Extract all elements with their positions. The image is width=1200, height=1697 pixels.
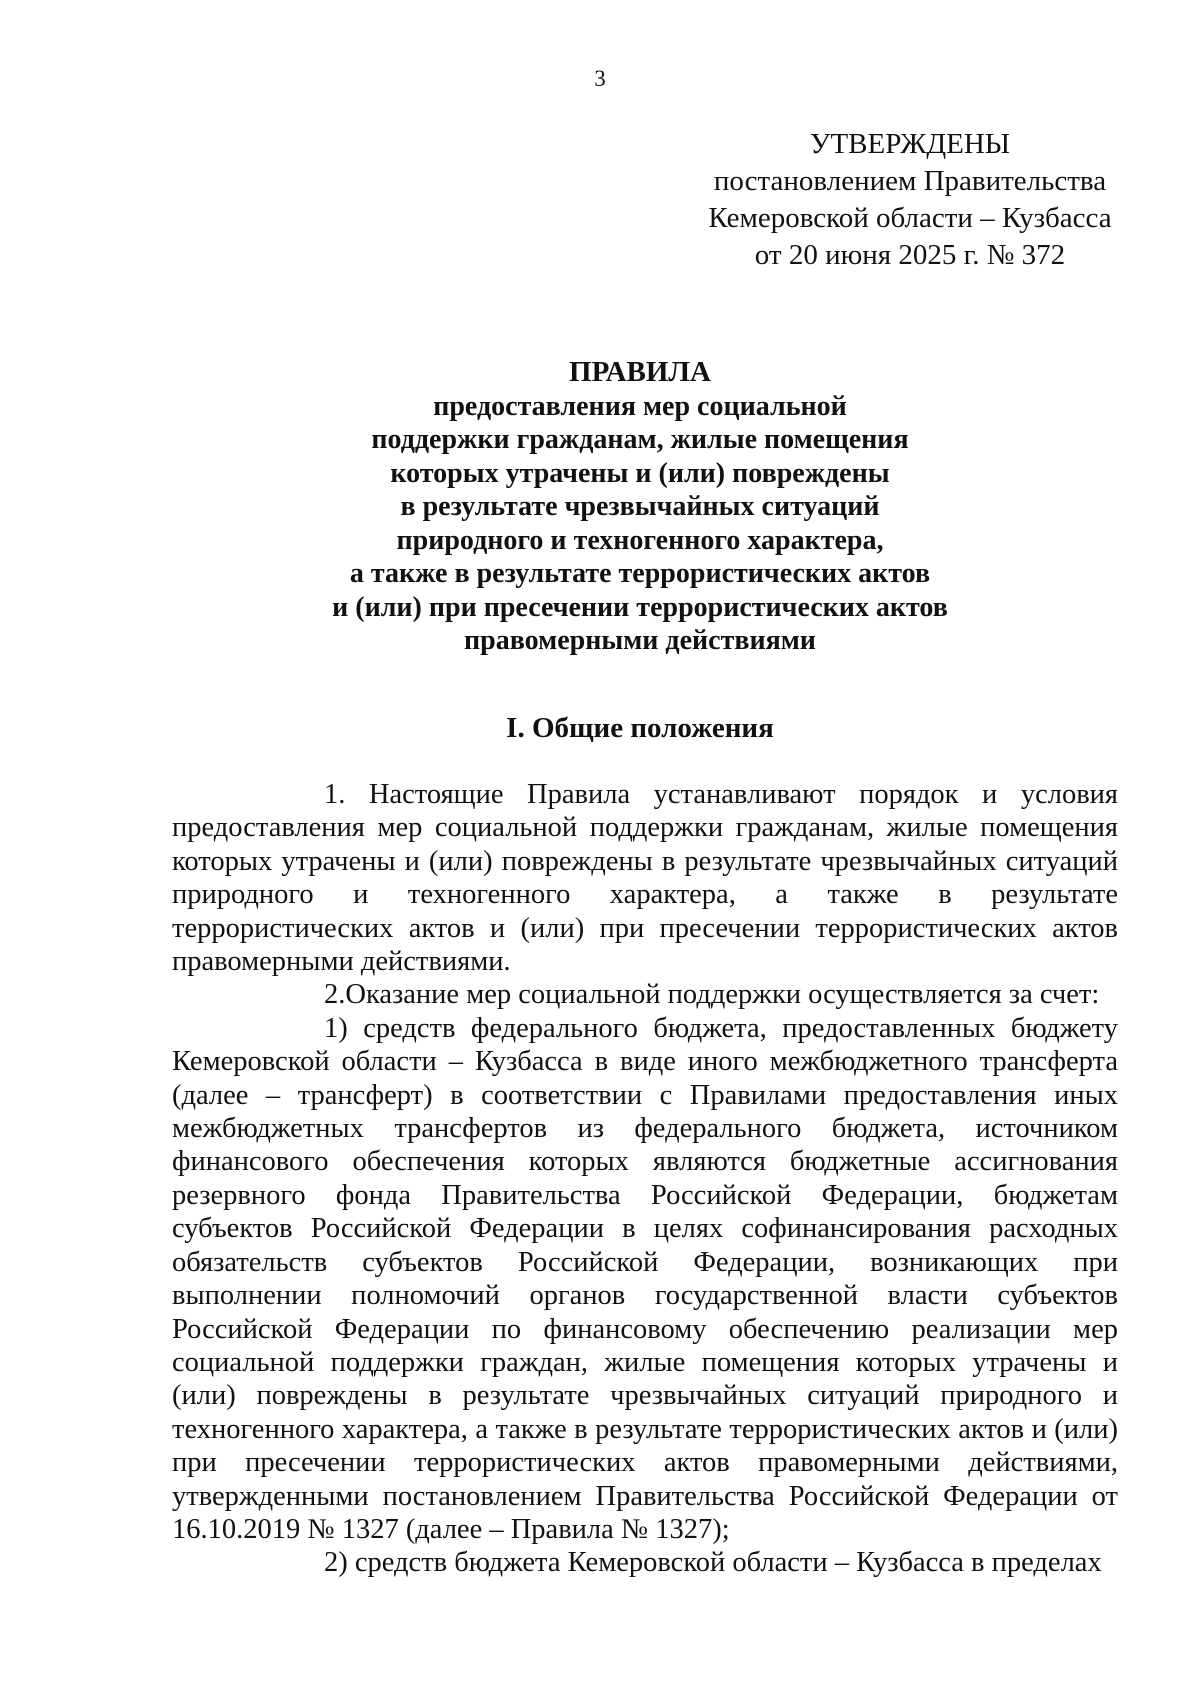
body-text xyxy=(172,778,1118,1580)
paragraph xyxy=(172,1546,1118,1579)
document-title xyxy=(170,356,1110,658)
paragraph-number: 2. xyxy=(324,979,346,1011)
paragraph-text: Настоящие Правила устанавливают порядок и условия предоставления мер социальной поддержки гражданам, жилые помещения которых утрачены и (или) повреждены в результате чрезвычайных ситуаций природного и техногенного характера, а также в результате террористических актов и (или) при пресечении террористических актов правомерными действиями. xyxy=(172,779,1119,978)
page-number: 3 xyxy=(594,66,606,91)
title-line: предоставления мер социальной xyxy=(433,390,847,422)
paragraph-number: 1) xyxy=(324,1012,348,1044)
paragraph xyxy=(172,978,1118,1011)
paragraph-number: 2) xyxy=(324,1547,348,1579)
title-line: правомерными действиями xyxy=(464,625,816,656)
paragraph xyxy=(172,778,1118,978)
paragraph-text: Оказание мер социальной поддержки осуществляется за счет: xyxy=(345,979,1100,1011)
title-line: которых утрачены и (или) повреждены xyxy=(390,457,890,489)
approval-stamp xyxy=(680,126,1140,274)
paragraph xyxy=(172,1012,1118,1547)
paragraph-text: средств бюджета Кемеровской области – Кузбасса в пределах xyxy=(354,1547,1102,1579)
title-line: поддержки гражданам, жилые помещения xyxy=(371,424,909,455)
paragraph-number: 1. xyxy=(324,779,346,810)
approval-line: Кемеровской области – Кузбасса xyxy=(708,202,1112,234)
approval-line: УТВЕРЖДЕНЫ xyxy=(809,128,1011,160)
title-line: природного и техногенного характера, xyxy=(396,524,884,556)
paragraph-text: средств федерального бюджета, предоставленных бюджету Кемеровской области – Кузбасса в виде иного межбюджетного трансферта (далее – трансферт) в соответствии с Правилами предоставления иных межбюджетных трансфертов из федерального бюджета, источником финансового обеспечения которых являются бюджетные ассигнования резервного фонда Правительства Российской Федерации, бюджетам субъектов Российской Федерации в целях софинансирования расходных обязательств субъектов Российской Федерации, возникающих при выполнении полномочий органов государственной власти субъектов Российской Федерации по финансовому обеспечению реализации мер социальной поддержки граждан, жилые помещения которых утрачены и (или) повреждены в результате чрезвычайных ситуаций природного и техногенного характера, а также в результате террористических актов и (или) при пресечении террористических актов правомерными действиями, утвержденными постановлением Правительства Российской Федерации от 16.10.2019 № 1327 (далее – Правила № 1327); xyxy=(172,1012,1119,1545)
title-main: ПРАВИЛА xyxy=(569,356,711,388)
title-line: и (или) при пресечении террористических актов xyxy=(332,591,948,623)
section-heading: I. Общие положения xyxy=(506,712,774,744)
title-line: а также в результате террористических актов xyxy=(349,558,931,589)
approval-line: от 20 июня 2025 г. № 372 xyxy=(754,239,1066,271)
approval-line: постановлением Правительства xyxy=(713,165,1107,197)
title-line: в результате чрезвычайных ситуаций xyxy=(400,491,880,522)
